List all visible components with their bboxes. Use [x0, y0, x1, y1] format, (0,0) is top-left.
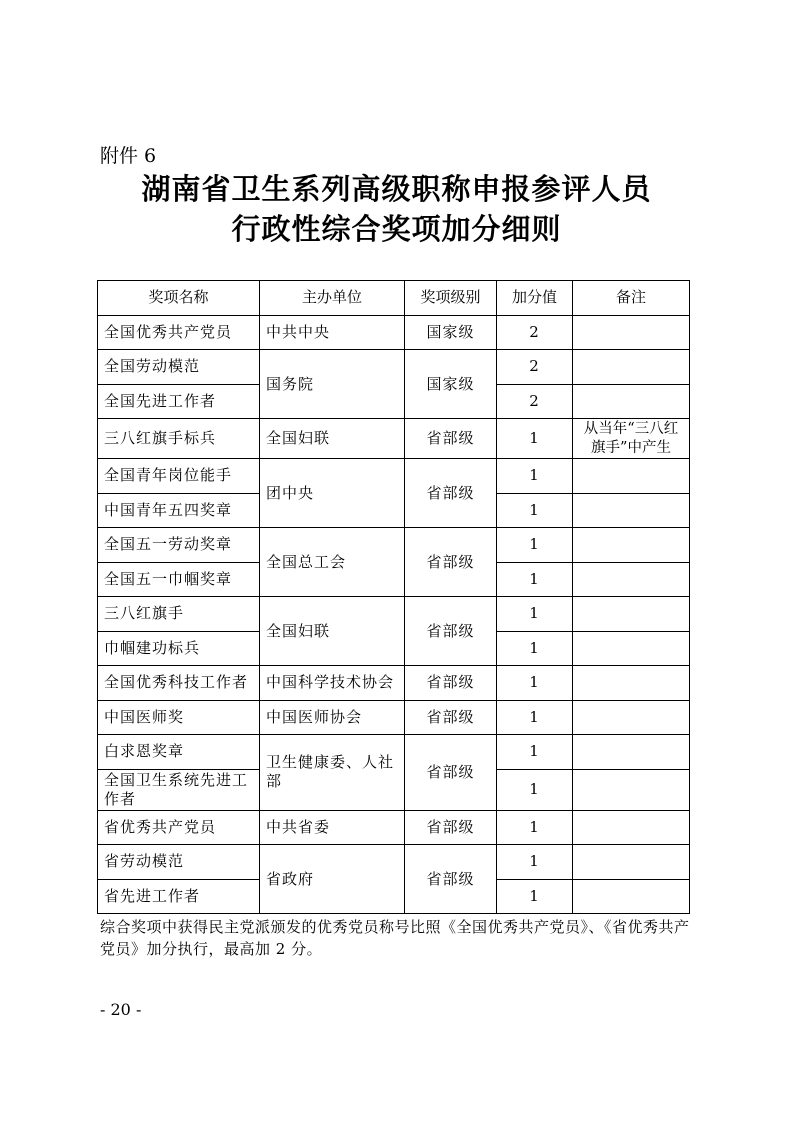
remarks	[573, 700, 690, 735]
points-value: 1	[497, 459, 573, 494]
award-name: 全国五一巾帼奖章	[98, 562, 260, 597]
award-name: 全国劳动模范	[98, 350, 260, 385]
award-level: 国家级	[405, 350, 497, 419]
award-level: 省部级	[405, 845, 497, 914]
remarks	[573, 666, 690, 701]
award-name: 全国优秀共产党员	[98, 315, 260, 350]
header-points: 加分值	[497, 281, 573, 316]
remarks: 从当年“三八红旗手”中产生	[573, 419, 690, 459]
organizer: 团中央	[260, 459, 405, 528]
page-title-line-2: 行政性综合奖项加分细则	[231, 212, 562, 246]
points-value: 1	[497, 631, 573, 666]
organizer: 中国医师协会	[260, 700, 405, 735]
award-level: 省部级	[405, 735, 497, 811]
points-value: 1	[497, 528, 573, 563]
award-name: 三八红旗手标兵	[98, 419, 260, 459]
table-row	[98, 810, 690, 845]
organizer: 省政府	[260, 845, 405, 914]
award-level: 省部级	[405, 419, 497, 459]
remarks	[573, 631, 690, 666]
award-name: 白求恩奖章	[98, 735, 260, 770]
remarks	[573, 879, 690, 914]
remarks	[573, 810, 690, 845]
points-value: 1	[497, 493, 573, 528]
attachment-label: 附件 6	[100, 145, 157, 167]
table-row	[98, 735, 690, 770]
header-remarks: 备注	[573, 281, 690, 316]
table-row	[98, 528, 690, 563]
remarks	[573, 459, 690, 494]
organizer: 全国妇联	[260, 597, 405, 666]
table-row	[98, 666, 690, 701]
remarks	[573, 597, 690, 632]
remarks	[573, 769, 690, 810]
table-row	[98, 315, 690, 350]
award-level: 省部级	[405, 810, 497, 845]
award-level: 国家级	[405, 315, 497, 350]
header-award-name: 奖项名称	[98, 281, 260, 316]
award-level: 省部级	[405, 459, 497, 528]
award-name: 全国优秀科技工作者	[98, 666, 260, 701]
table-row	[98, 700, 690, 735]
award-name: 省先进工作者	[98, 879, 260, 914]
points-value: 1	[497, 879, 573, 914]
points-value: 1	[497, 666, 573, 701]
table-row	[98, 597, 690, 632]
remarks	[573, 384, 690, 419]
award-name: 全国五一劳动奖章	[98, 528, 260, 563]
remarks	[573, 845, 690, 880]
points-value: 1	[497, 810, 573, 845]
organizer: 全国总工会	[260, 528, 405, 597]
header-level: 奖项级别	[405, 281, 497, 316]
organizer: 全国妇联	[260, 419, 405, 459]
points-value: 2	[497, 315, 573, 350]
award-name: 中国青年五四奖章	[98, 493, 260, 528]
table-header-row	[98, 281, 690, 316]
table-row	[98, 419, 690, 459]
award-level: 省部级	[405, 666, 497, 701]
award-points-table	[97, 280, 690, 914]
organizer: 中国科学技术协会	[260, 666, 405, 701]
remarks	[573, 528, 690, 563]
footnote: 综合奖项中获得民主党派颁发的优秀党员称号比照《全国优秀共产党员》、《省优秀共产党员》加分执行，最高加 2 分。	[100, 918, 690, 958]
remarks	[573, 493, 690, 528]
award-level: 省部级	[405, 597, 497, 666]
remarks	[573, 315, 690, 350]
remarks	[573, 562, 690, 597]
page-number: - 20 -	[100, 1000, 142, 1019]
award-name: 中国医师奖	[98, 700, 260, 735]
points-value: 1	[497, 700, 573, 735]
award-level: 省部级	[405, 528, 497, 597]
points-value: 1	[497, 597, 573, 632]
organizer: 国务院	[260, 350, 405, 419]
award-name: 巾帼建功标兵	[98, 631, 260, 666]
organizer: 卫生健康委、人社部	[260, 735, 405, 811]
organizer: 中共省委	[260, 810, 405, 845]
award-name: 全国青年岗位能手	[98, 459, 260, 494]
points-value: 1	[497, 419, 573, 459]
award-name: 全国卫生系统先进工作者	[98, 769, 260, 810]
points-value: 2	[497, 384, 573, 419]
remarks	[573, 735, 690, 770]
table-row	[98, 459, 690, 494]
remarks	[573, 350, 690, 385]
award-name: 全国先进工作者	[98, 384, 260, 419]
points-value: 1	[497, 845, 573, 880]
points-value: 1	[497, 562, 573, 597]
page-title-line-1: 湖南省卫生系列高级职称申报参评人员	[141, 172, 652, 206]
award-name: 三八红旗手	[98, 597, 260, 632]
table-row	[98, 845, 690, 880]
points-value: 1	[497, 735, 573, 770]
table-row	[98, 350, 690, 385]
award-name: 省优秀共产党员	[98, 810, 260, 845]
organizer: 中共中央	[260, 315, 405, 350]
award-name: 省劳动模范	[98, 845, 260, 880]
header-organizer: 主办单位	[260, 281, 405, 316]
points-value: 1	[497, 769, 573, 810]
points-value: 2	[497, 350, 573, 385]
award-level: 省部级	[405, 700, 497, 735]
